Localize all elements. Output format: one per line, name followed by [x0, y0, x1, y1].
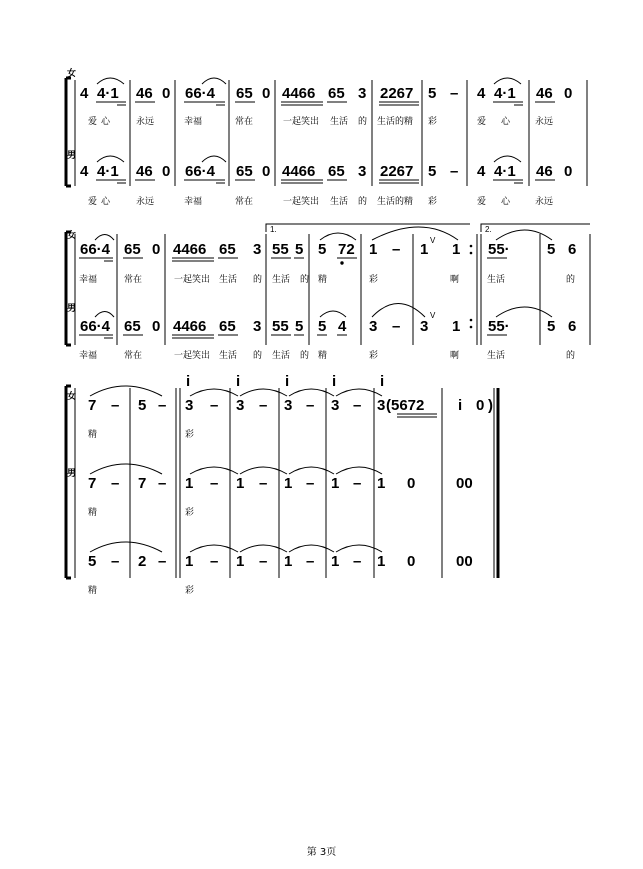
note: 0	[152, 318, 161, 335]
note: 3	[369, 318, 378, 335]
note: 3	[236, 397, 245, 414]
note: 0	[407, 475, 416, 492]
lyrics-female-1	[88, 115, 553, 127]
note: 65	[236, 163, 253, 180]
staff-bass-3	[88, 542, 473, 570]
system-bracket	[66, 78, 71, 186]
note: 0	[262, 85, 271, 102]
note: 5	[547, 241, 556, 258]
lyric: 爱	[88, 197, 98, 207]
lyric: 的	[566, 275, 576, 285]
note: –	[210, 553, 219, 570]
note: 4·1	[97, 85, 119, 102]
note: 3	[253, 241, 262, 258]
note: –	[353, 397, 362, 414]
lyric: 生活	[330, 197, 349, 207]
note: 1	[284, 553, 293, 570]
note: 1	[452, 241, 461, 258]
note: 0	[162, 85, 171, 102]
system-2	[66, 224, 590, 361]
note: 66·4	[185, 85, 216, 102]
system-3	[66, 373, 498, 596]
note: –	[111, 475, 120, 492]
staff-female-2	[79, 227, 576, 264]
note: 0	[407, 553, 416, 570]
lyric: 幸福	[184, 117, 203, 127]
lyric: 彩	[428, 117, 438, 127]
note: (5672	[386, 397, 425, 414]
note: –	[450, 163, 459, 180]
voice-label-male: 男	[67, 469, 77, 479]
note: 2267	[380, 85, 414, 102]
note: 65	[328, 85, 345, 102]
lyric: 的	[253, 275, 263, 285]
lyric: 精	[88, 586, 98, 596]
note: 5	[428, 85, 437, 102]
lyrics-female-3	[88, 428, 194, 440]
lyric: 一起笑出	[283, 117, 320, 127]
note: 2	[138, 553, 147, 570]
note: 1	[284, 475, 293, 492]
note: 6	[568, 318, 577, 335]
lyric: 生活	[272, 351, 291, 361]
lyric: 幸福	[184, 197, 203, 207]
note: –	[259, 397, 268, 414]
lyric: 常在	[124, 275, 143, 285]
note: 3	[377, 397, 386, 414]
lyric: 生活	[272, 275, 291, 285]
lyric: 精	[88, 430, 98, 440]
note: 55	[272, 318, 289, 335]
note: 7	[88, 475, 97, 492]
lyric: 心	[101, 117, 111, 127]
lyrics-female-2	[79, 273, 575, 285]
note: 1	[420, 241, 429, 258]
note: 7	[88, 397, 97, 414]
lyric: 常在	[235, 117, 254, 127]
note: 0	[564, 163, 573, 180]
note: 65	[219, 318, 236, 335]
note: 0	[162, 163, 171, 180]
note: 66·4	[185, 163, 216, 180]
lyric: 精	[318, 351, 328, 361]
note: 4	[80, 85, 89, 102]
lyric: 常在	[124, 351, 143, 361]
note: –	[306, 553, 315, 570]
lyric: 永远	[136, 197, 155, 207]
lyrics-male-2	[79, 349, 575, 361]
lyric: 永远	[535, 197, 554, 207]
rhythm-lines	[90, 542, 382, 552]
note: 4	[80, 163, 89, 180]
note: 65	[236, 85, 253, 102]
upper-note: i	[332, 373, 337, 390]
note: 65	[124, 318, 141, 335]
note: 55·	[488, 241, 510, 258]
upper-note: i	[236, 373, 241, 390]
note: 5	[295, 318, 304, 335]
lyric: 心	[501, 197, 511, 207]
note: 4·1	[494, 163, 516, 180]
note: –	[111, 553, 120, 570]
note: 46	[136, 85, 153, 102]
note: 4	[477, 85, 486, 102]
lyric: 生活	[219, 351, 238, 361]
note: 46	[536, 85, 553, 102]
note: 1	[185, 553, 194, 570]
lyric: 彩	[185, 586, 195, 596]
note: 0	[564, 85, 573, 102]
lyric: 爱	[477, 197, 487, 207]
note: –	[306, 475, 315, 492]
lyric: 的	[566, 351, 576, 361]
note: 5	[318, 241, 327, 258]
note: 66·4	[80, 241, 111, 258]
note: 5	[547, 318, 556, 335]
upper-note: i	[380, 373, 385, 390]
note: 3	[358, 85, 367, 102]
note: 4	[338, 318, 347, 335]
voice-label-male: 男	[67, 151, 77, 161]
note: 46	[136, 163, 153, 180]
lyric: 永远	[136, 117, 155, 127]
note: 5	[295, 241, 304, 258]
note: 4466	[282, 85, 316, 102]
lyric: 常在	[235, 197, 254, 207]
lyric: 生活的精	[377, 117, 414, 127]
breath-mark: V	[430, 311, 436, 320]
note: 46	[536, 163, 553, 180]
note: 5	[138, 397, 147, 414]
lyric: 的	[300, 351, 310, 361]
note: 66·4	[80, 318, 111, 335]
note: 1	[331, 553, 340, 570]
lyric: 幸福	[79, 351, 98, 361]
note: 00	[456, 553, 473, 570]
note: 4466	[282, 163, 316, 180]
note: 0	[152, 241, 161, 258]
note: 4·1	[97, 163, 119, 180]
note: 3	[185, 397, 194, 414]
note: 1	[369, 241, 378, 258]
lyric: 爱	[88, 117, 98, 127]
breath-mark: V	[430, 236, 436, 245]
rhythm-lines	[90, 464, 382, 474]
lyric: 爱	[477, 117, 487, 127]
note: 3	[420, 318, 429, 335]
note: 1	[377, 553, 386, 570]
lyric: 心	[501, 117, 511, 127]
note: 2267	[380, 163, 414, 180]
note: i	[458, 397, 463, 414]
note: 4·1	[494, 85, 516, 102]
note: 55	[272, 241, 289, 258]
lyric: 幸福	[79, 275, 98, 285]
note: 1	[377, 475, 386, 492]
note: 1	[236, 553, 245, 570]
voice-label-female: 女	[67, 69, 77, 79]
note: –	[210, 397, 219, 414]
lyric: 生活	[487, 351, 506, 361]
system-bracket	[66, 232, 71, 345]
lyric: 精	[88, 508, 98, 518]
staff-male-2	[79, 304, 576, 339]
note: 65	[219, 241, 236, 258]
note: 0	[476, 397, 485, 414]
lyric: 一起笑出	[174, 275, 211, 285]
note: 65	[328, 163, 345, 180]
note: 1	[452, 318, 461, 335]
note: –	[450, 85, 459, 102]
lyric: 生活	[330, 117, 349, 127]
volta-second-label: 2.	[485, 225, 492, 234]
note: 5	[318, 318, 327, 335]
note: –	[158, 397, 167, 414]
lyric: 一起笑出	[283, 197, 320, 207]
staff-female-3	[88, 373, 493, 417]
note: 55·	[488, 318, 510, 335]
page-number: 第 3页	[306, 847, 337, 858]
note: 4466	[173, 318, 207, 335]
note: 72	[338, 241, 355, 258]
note: 3	[253, 318, 262, 335]
lyrics-bass-3	[88, 584, 194, 596]
lyric: 生活	[219, 275, 238, 285]
parenthesis-close: )	[488, 397, 493, 414]
lyric: 的	[358, 197, 368, 207]
system-bracket	[66, 386, 71, 578]
volta-second-bracket	[481, 224, 590, 232]
staff-female-1	[80, 78, 572, 105]
lyric: 啊	[450, 275, 460, 285]
system-1	[66, 67, 587, 207]
note: –	[158, 475, 167, 492]
lyric: 永远	[535, 117, 554, 127]
lyric: 彩	[369, 351, 379, 361]
lyric: 彩	[369, 275, 379, 285]
lyric: 生活的精	[377, 197, 414, 207]
staff-male-3	[88, 464, 473, 492]
note: 00	[456, 475, 473, 492]
voice-label-male: 男	[67, 304, 77, 314]
note: 3	[284, 397, 293, 414]
repeat-sign	[470, 245, 473, 329]
note: –	[353, 475, 362, 492]
lyric: 啊	[450, 351, 460, 361]
note: –	[306, 397, 315, 414]
lyric: 生活	[487, 275, 506, 285]
lyric: 彩	[428, 197, 438, 207]
lyrics-male-3	[88, 506, 194, 518]
note: –	[158, 553, 167, 570]
note: –	[392, 241, 401, 258]
lyrics-male-1	[88, 195, 553, 207]
note: 3	[331, 397, 340, 414]
note: –	[210, 475, 219, 492]
note: –	[111, 397, 120, 414]
lyric: 心	[101, 197, 111, 207]
lyric: 的	[253, 351, 263, 361]
note: 4	[477, 163, 486, 180]
lyric: 的	[358, 117, 368, 127]
upper-note: i	[186, 373, 191, 390]
note: 3	[358, 163, 367, 180]
note: 6	[568, 241, 577, 258]
staff-male-1	[80, 156, 572, 183]
lyric: 彩	[185, 430, 195, 440]
note: –	[392, 318, 401, 335]
voice-label-female: 女	[67, 231, 77, 241]
lyric: 精	[318, 275, 328, 285]
volta-first-label: 1.	[270, 225, 277, 234]
note: 4466	[173, 241, 207, 258]
lyric: 的	[300, 275, 310, 285]
note: 7	[138, 475, 147, 492]
note: 1	[236, 475, 245, 492]
note: 5	[428, 163, 437, 180]
lyric: 一起笑出	[174, 351, 211, 361]
note: –	[259, 553, 268, 570]
note: 0	[262, 163, 271, 180]
note: –	[353, 553, 362, 570]
note: –	[259, 475, 268, 492]
note: 1	[185, 475, 194, 492]
note: 5	[88, 553, 97, 570]
note: 1	[331, 475, 340, 492]
lyric: 彩	[185, 508, 195, 518]
voice-label-female: 女	[67, 392, 77, 402]
note: 65	[124, 241, 141, 258]
upper-note: i	[285, 373, 290, 390]
